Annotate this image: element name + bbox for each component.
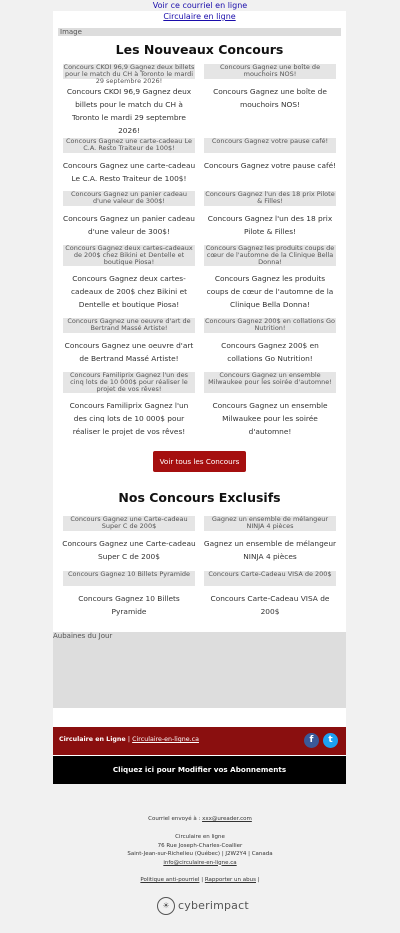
sent-to-email[interactable]: xxx@ureader.com [202,816,252,822]
contest-card[interactable] [203,318,337,365]
contest-image[interactable]: Concours Gagnez une oeuvre d'art de Bertrand Massé Artiste! [63,318,195,333]
contest-card[interactable] [62,516,196,563]
contest-image[interactable]: Concours Gagnez l'un des 18 prix Pilote & Filles! [205,190,335,205]
contest-image[interactable]: Concours Carte-Cadeau VISA de 200$ [204,571,336,586]
exclusive-contests-grid [53,516,346,616]
contest-card[interactable] [203,191,337,238]
contest-card[interactable] [62,138,196,185]
contest-link[interactable]: Concours Gagnez 10 Billets Pyramide [78,594,180,616]
contact-email-link[interactable]: info@circulaire-en-ligne.ca [163,859,237,866]
cyberimpact-logo[interactable] [155,896,249,916]
contest-card[interactable] [203,245,337,311]
contest-link[interactable]: Concours Familiprix Gagnez l'un des cinq lots de 10 000$ pour réaliser le projet de vos rêves! [69,401,189,436]
contest-image[interactable]: Concours Familiprix Gagnez l'un des cinq lots de 10 000$ pour réaliser le projet de vos rêves! [63,372,195,393]
sent-to-line [0,815,400,824]
anti-spam-policy-link[interactable]: Politique anti-pourriel [140,877,200,883]
contest-link[interactable]: Concours Gagnez une oeuvre d'art de Bertrand Massé Artiste! [64,341,194,363]
link-separator: | [201,877,204,883]
brand-separator: | [127,736,130,743]
contest-link[interactable]: Gagnez un ensemble de mélangeur NINJA 4 pièces [203,539,337,561]
view-all-contests-button[interactable]: Voir tous les Concours [153,451,246,472]
contest-image[interactable]: Concours Gagnez une carte-cadeau Le C.A. Resto Traiteur de 100$! [63,138,195,153]
daily-deals-banner[interactable]: Aubaines du Jour [53,632,346,708]
section-title-new-contests: Les Nouveaux Concours [115,42,284,57]
city-line: Saint-Jean-sur-Richelieu (Québec) | J2W2Y4 | Canada [127,851,273,857]
facebook-icon[interactable]: f [304,733,319,748]
contest-card[interactable] [62,571,196,618]
street-address: 76 Rue Joseph-Charles-Coallier [157,842,243,849]
contest-card[interactable] [203,571,337,618]
cyberimpact-wordmark: cyberimpact [178,899,249,912]
contest-link[interactable]: Concours Gagnez un panier cadeau d'une valeur de 300$! [63,214,195,236]
view-online-link[interactable]: Voir ce courriel en ligne [152,1,248,10]
contest-image[interactable]: Concours Gagnez deux cartes-cadeaux de 200$ chez Bikini et Dentelle et boutique Piosa! [63,245,195,266]
contest-image[interactable]: Concours CKOI 96,9 Gagnez deux billets pour le match du CH à Toronto le mardi 29 septembre 2026! [63,63,195,85]
contest-image[interactable]: Concours Gagnez une Carte-cadeau Super C de 200$ [63,516,195,531]
contest-card[interactable] [62,372,196,438]
section-title-exclusive-contests: Nos Concours Exclusifs [118,490,281,505]
contest-link[interactable]: Concours CKOI 96,9 Gagnez deux billets pour le match du CH à Toronto le mardi 29 septembre 2026! [66,87,192,135]
company-name: Circulaire en ligne [175,834,225,840]
contest-image[interactable]: Concours Gagnez un ensemble Milwaukee pour les soirée d'automne! [204,372,336,393]
contest-image[interactable]: Concours Gagnez un panier cadeau d'une valeur de 300$! [63,191,195,206]
manage-subscriptions-button[interactable]: Cliquez ici pour Modifier vos Abonnements [53,756,346,784]
postal-address [0,833,400,867]
contest-card[interactable] [203,138,337,172]
contest-link[interactable]: Concours Gagnez votre pause café! [203,161,337,170]
cyberimpact-icon: ☀ [157,897,175,915]
contest-image[interactable]: Concours Gagnez une boîte de mouchoirs NOS! [204,64,336,79]
brand-name: Circulaire en Ligne [59,736,126,743]
hero-image[interactable]: Image [58,28,341,36]
contest-image[interactable]: Concours Gagnez 200$ en collations Go Nutrition! [204,317,336,332]
contest-link[interactable]: Concours Gagnez 200$ en collations Go Nutrition! [221,341,319,363]
contest-link[interactable]: Concours Gagnez une carte-cadeau Le C.A. Resto Traiteur de 100$! [62,161,196,183]
link-separator: | [257,877,260,883]
contest-link[interactable]: Concours Gagnez les produits coups de cœur de l'automne de la Clinique Bella Donna! [206,274,334,309]
contest-link[interactable]: Concours Gagnez deux cartes-cadeaux de 200$ chez Bikini et Dentelle et boutique Piosa! [70,274,188,309]
contest-card[interactable] [203,516,337,563]
contest-link[interactable]: Concours Gagnez une boîte de mouchoirs NOS! [213,87,327,109]
contest-card[interactable] [62,245,196,311]
contest-card[interactable] [203,64,337,111]
sent-to-label: Courriel envoyé à : [148,816,201,822]
footer-brand [59,736,199,743]
site-link[interactable]: Circulaire-en-ligne.ca [132,736,199,743]
top-bar [0,0,400,11]
logo-link[interactable]: Circulaire en ligne [163,12,236,21]
contest-image[interactable]: Concours Gagnez votre pause café! [204,138,336,153]
policy-links [0,876,400,885]
contest-card[interactable] [62,191,196,238]
footer-brand-bar [53,727,346,755]
contest-card[interactable] [62,64,196,137]
contest-image[interactable]: Gagnez un ensemble de mélangeur NINJA 4 pièces [204,516,336,531]
email-container [53,11,346,783]
contest-link[interactable]: Concours Gagnez l'un des 18 prix Pilote & Filles! [207,214,333,236]
contest-link[interactable]: Concours Gagnez un ensemble Milwaukee pour les soirée d'automne! [212,401,328,436]
contest-image[interactable]: Concours Gagnez 10 Billets Pyramide [63,571,195,586]
contest-image[interactable]: Concours Gagnez les produits coups de cœur de l'automne de la Clinique Bella Donna! [205,244,335,266]
report-abuse-link[interactable]: Rapporter un abus [204,877,256,883]
contest-link[interactable]: Concours Carte-Cadeau VISA de 200$ [210,594,330,616]
contest-card[interactable] [203,372,337,438]
twitter-icon[interactable]: t [323,733,338,748]
contest-link[interactable]: Concours Gagnez une Carte-cadeau Super C de 200$ [62,539,196,561]
new-contests-grid [53,64,346,466]
contest-card[interactable] [62,318,196,365]
